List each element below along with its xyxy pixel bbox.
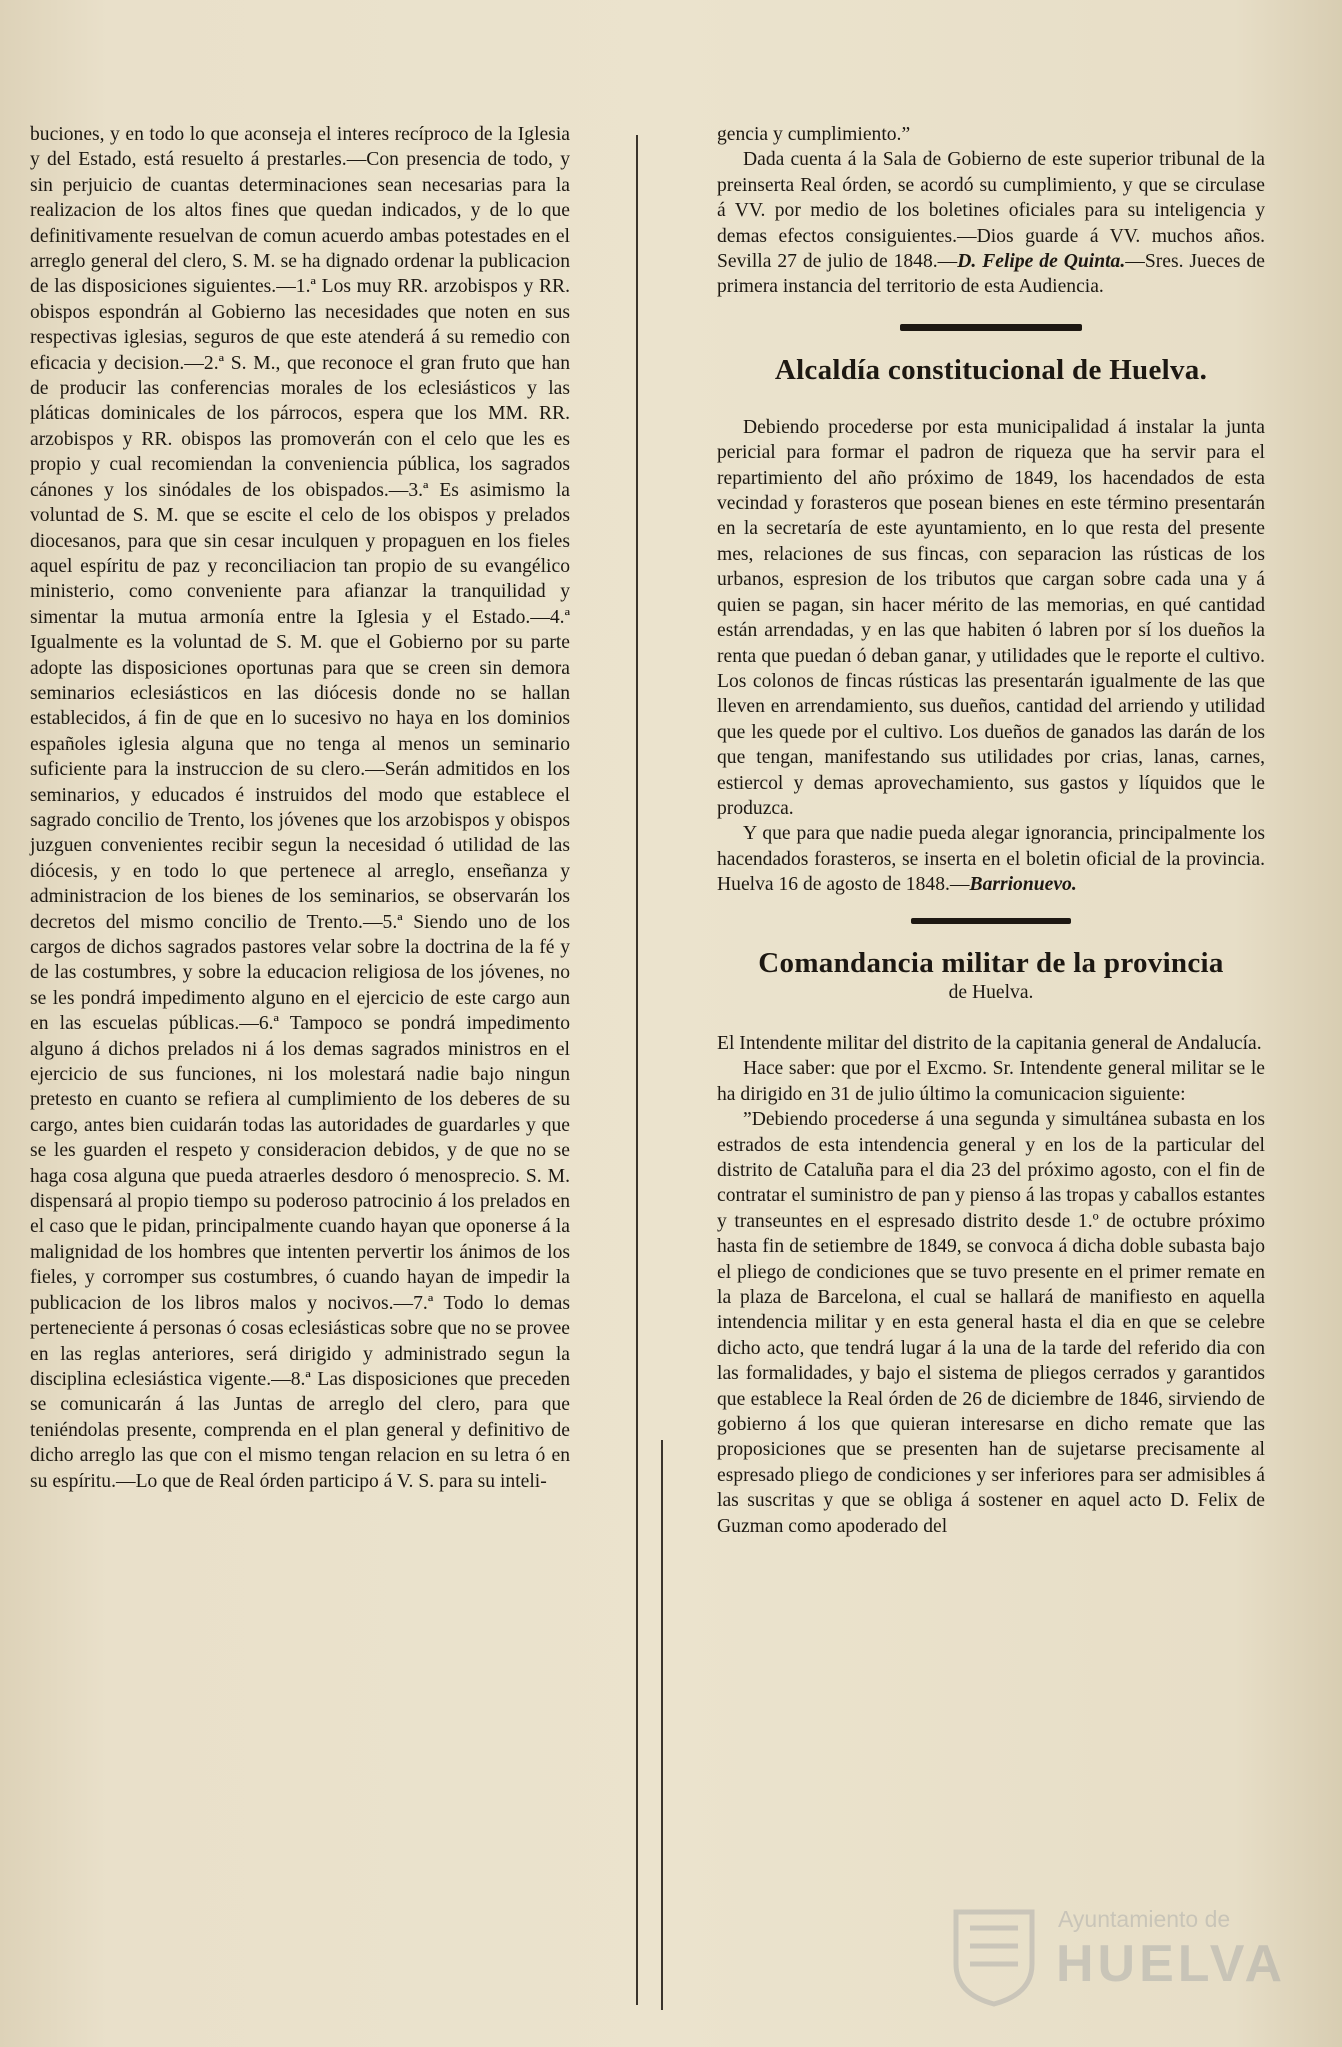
comandancia-subheading: de Huelva. [948,981,1034,1003]
audiencia-closing: —Sres. Jueces de primera instancia del territorio de esta Audiencia. [717,251,1265,298]
column-rule-secondary [661,1440,663,2010]
alcaldia-signature: Barrionuevo. [969,874,1077,896]
audiencia-signature: D. Felipe de Quinta. [957,251,1126,273]
alcaldia-paragraph-1: Debiendo procederse por esta municipalidad á instalar la junta pericial para formar el padron de riqueza que ha servir para el repartimiento del año próximo de 1849, los hacendados de esta vecindad y forasteros que posean bienes en este término presentarán en la secretaría de este ayuntamiento, en lo que resta del presente mes, relaciones de sus fincas, con separacion las rústicas de los urbanos, espresion de los tributos que cargan sobre cada una y á quien se pagan, sin hacer mérito de las memorias, en qué cantidad están arrendadas, y en las que habiten ó labren por sí los dueños la renta que puedan ó deban ganar, y utilidades que le reporte el cultivo. Los colonos de fincas rústicas las presentarán igualmente de las que lleven en arrendamiento, sus dueños, cantidad del arriendo y utilidad que les quede por el cultivo. Los dueños de ganados las darán de los que tengan, manifestando sus utilidades por crias, lanas, carnes, estiercol y demas aprovechamiento, sus gastos y líquidos que le produzca. [717,416,1265,819]
column-rule [636,135,638,2005]
comandancia-hace-saber: Hace saber: que por el Excmo. Sr. Intendente general militar se le ha dirigido en 31 de julio último la comunicacion siguiente: [717,1058,1265,1105]
royal-order-text: buciones, y en todo lo que aconseja el interes recíproco de la Iglesia y del Estado, está resuelto á prestarles.—Con presencia de todo, y sin perjuicio de cuantas determinaciones sean necesarias para la realizacion de los altos fines que quedan indicados, y de lo que definitivamente resuelvan de comun acuerdo ambas potestades en el arreglo general del clero, S. M. se ha dignado ordenar la publicacion de las disposiciones siguientes.—1.ª Los muy RR. arzobispos y RR. obispos espondrán al Gobierno las necesidades que noten en sus respectivas iglesias, seguros de que este atenderá á su remedio con eficacia y decision.—2.ª S. M., que reconoce el gran fruto que han de producir las conferencias morales de los eclesiásticos y las pláticas dominicales de los párrocos, espera que los MM. RR. arzobispos y RR. obispos las promoverán con el celo que les es propio y cual recomiendan la conveniencia pública, los sagrados cánones y los sinódales de los obispados.—3.ª Es asimismo la voluntad de S. M. que se escite el celo de los obispos y prelados diocesanos, para que sin cesar inculquen y propaguen en los fieles aquel espíritu de paz y reconciliacion tan propio de su evangélico ministerio, como conveniente para afianzar la tranquilidad y simentar la mutua armonía entre la Iglesia y el Estado.—4.ª Igualmente es la voluntad de S. M. que el Gobierno por su parte adopte las disposiciones oportunas para que se creen sin demora seminarios eclesiásticos en las diócesis donde no se hallan establecidos, á fin de que en lo sucesivo no haya en los dominios españoles iglesia alguna que no tenga al menos un seminario suficiente para la instruccion de su clero.—Serán admitidos en los seminarios, y educados é instruidos del modo que establece el sagrado concilio de Trento, los jóvenes que los arzobispos y obispos juzguen convenientes recibir segun la necesidad ó utilidad de las diócesis, y en todo lo que pertenece al arreglo, enseñanza y administracion de los bienes de los seminarios, se observarán los decretos del mismo concilio de Trento.—5.ª Siendo uno de los cargos de dichos sagrados pastores velar sobre la doctrina de la fé y de las costumbres, y sobre la educacion religiosa de los jóvenes, no se les pondrá impedimento alguno en el ejercicio de este cargo aun en las escuelas públicas.—6.ª Tampoco se pondrá impedimento alguno á dichos prelados ni á los demas sagrados ministros en el ejercicio de sus funciones, ni los molestará nadie bajo ningun pretesto en cuanto se refiera al cumplimiento de los deberes de su cargo, antes bien cuidarán todas las autoridades de guardarles y que se les guarden el respeto y consideracion debidos, y de que no se haga cosa alguna que pueda atraerles desdoro ó menosprecio. S. M. dispensará al propio tiempo su poderoso patrocinio á los prelados en el caso que le pidan, principalmente cuando hayan que oponerse á la malignidad de los hombres que intenten pervertir los ánimos de los fieles, y corromper sus costumbres, ó cuando hayan de impedir la publicacion de los libros malos y nocivos.—7.ª Todo lo demas perteneciente á personas ó cosas eclesiásticas sobre que no se provee en las reglas anteriores, será dirigido y administrado segun la disciplina eclesiástica vigente.—8.ª Las disposiciones que preceden se comunicarán á las Juntas de arreglo del clero, para que teniéndolas presente, comprenda en el plan general y definitivo de dicho arreglo las que con el mismo tengan relacion en su letra ó en su espíritu.—Lo que de Real órden participo á V. S. para su inteli- [30,124,570,1492]
continuation-text: gencia y cumplimiento.” [717,124,911,145]
right-column [717,122,1265,1539]
comandancia-quote: ”Debiendo procederse á una segunda y simultánea subasta en los estrados de esta intendencia general y en los de la particular del distrito de Cataluña para el dia 23 del próximo agosto, con el fin de contratar el suministro de pan y pienso á las tropas y caballos estantes y transeuntes en el espresado distrito desde 1.º de octubre próximo hasta fin de setiembre de 1849, se convoca á dicha doble subasta bajo el pliego de condiciones que se tuvo presente en el primer remate en la plaza de Barcelona, el cual se hallará de manifiesto en aquella intendencia militar y en esta general hasta el dia en que se celebre dicho acto, que tendrá lugar á la una de la tarde del referido dia con las formalidades, y bajo el sistema de pliegos cerrados y garantidos que establece la Real órden de 26 de diciembre de 1846, sirviendo de gobierno á los que quieran interesarse en dicho remate que las proposiciones que se presenten han de sujetarse precisamente al espresado pliego de condiciones y ser inferiores para ser admisibles á las suscritas y que se obliga á sostener en aquel acto D. Felix de Guzman como apoderado del [717,1109,1265,1537]
section-divider [900,324,1082,331]
comandancia-intro: El Intendente militar del distrito de la capitania general de Andalucía. [717,1032,1262,1054]
comandancia-heading: Comandancia militar de la provincia [758,946,1224,979]
watermark-main-text: HUELVA [1056,1935,1287,1993]
alcaldia-paragraph-2 [717,821,1265,897]
shield-icon [948,1906,1040,2008]
ayuntamiento-watermark [938,1900,1298,2020]
audiencia-paragraph [717,147,1265,299]
left-column [30,122,570,1494]
section-divider [911,918,1071,924]
watermark-top-text: Ayuntamiento de [1058,1906,1231,1932]
alcaldia-heading: Alcaldía constitucional de Huelva. [774,353,1208,386]
alcaldia-paragraph-2-text: Y que para que nadie pueda alegar ignorancia, principalmente los hacendados forasteros, se inserta en el boletin oficial de la provincia. Huelva 16 de agosto de 1848.— [717,823,1265,896]
audiencia-text: Dada cuenta á la Sala de Gobierno de este superior tribunal de la preinserta Real órden, se acordó su cumplimiento, y que se circulase á VV. por medio de los boletines oficiales para su inteligencia y demas efectos consiguientes.—Dios guarde á VV. muchos años. Sevilla 27 de julio de 1848.— [717,149,1265,273]
